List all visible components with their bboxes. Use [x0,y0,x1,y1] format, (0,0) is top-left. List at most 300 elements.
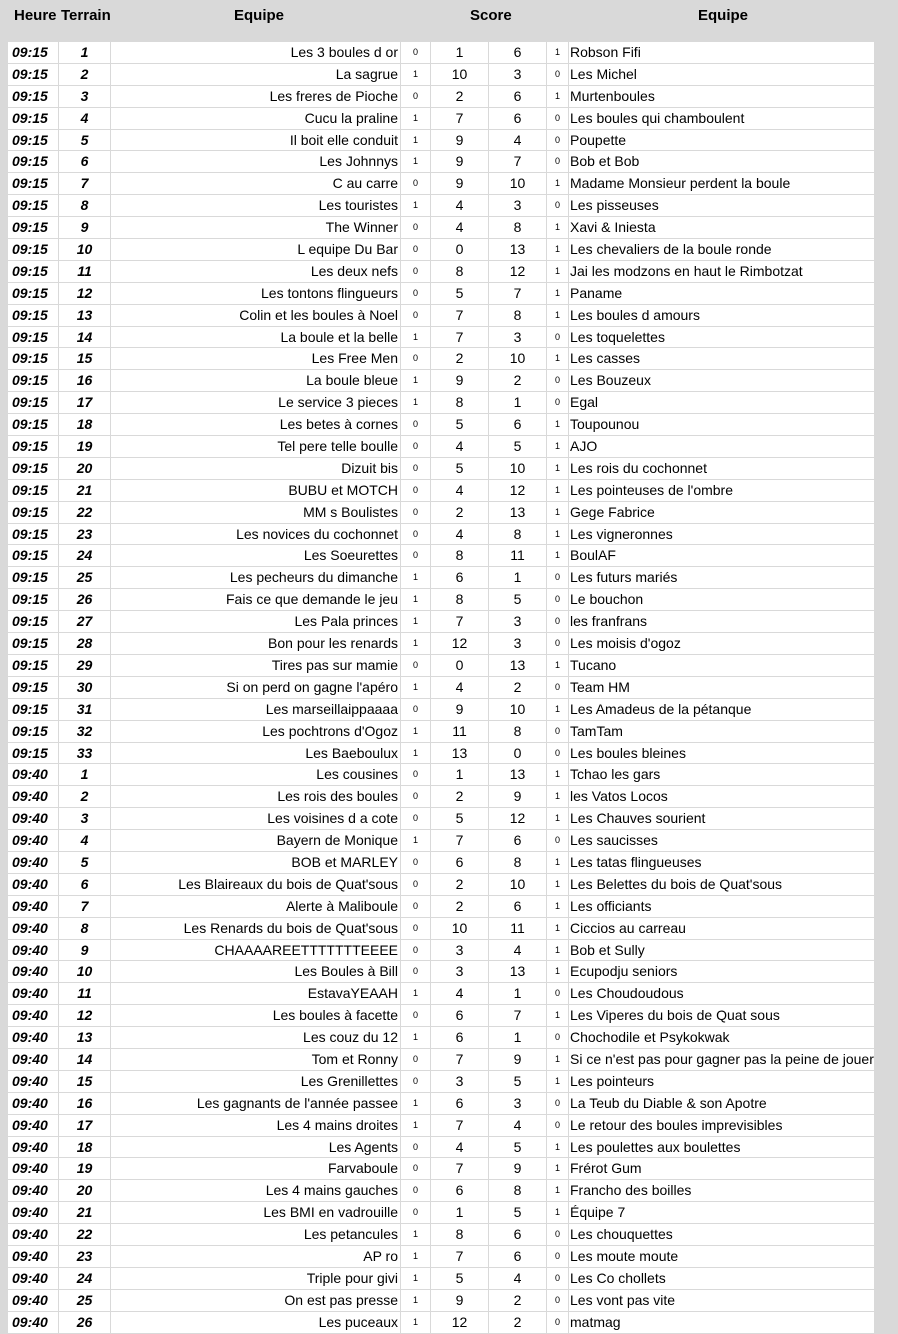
equipe-1-cell: C au carre [111,173,401,194]
equipe-1-cell: Farvaboule [111,1158,401,1179]
win-2-cell: 1 [547,1071,569,1092]
win-1-cell: 1 [401,1246,431,1267]
win-1-cell: 1 [401,983,431,1004]
score-1-cell: 9 [431,173,489,194]
equipe-2-cell: Les Bouzeux [570,372,651,389]
score-1-cell: 12 [431,1312,489,1333]
heure-cell: 09:15 [8,633,59,654]
win-2-cell: 1 [547,1005,569,1026]
equipe-2-cell: Les vigneronnes [570,525,673,542]
score-1-cell: 9 [431,1290,489,1311]
score-2-cell: 5 [489,1137,547,1158]
win-1-cell: 0 [401,348,431,369]
equipe-2-cell: Les pisseuses [570,197,659,214]
terrain-cell: 15 [59,348,111,369]
equipe-2-cell: Les casses [570,350,641,367]
heure-cell: 09:15 [8,589,59,610]
table-row [8,502,874,524]
win-1-cell: 1 [401,677,431,698]
win-1-cell: 1 [401,1312,431,1333]
score-2-cell: 2 [489,1312,547,1333]
win-2-cell: 0 [547,1290,569,1311]
score-1-cell: 5 [431,1268,489,1289]
table-row [8,1202,874,1224]
win-1-cell: 0 [401,458,431,479]
win-1-cell: 1 [401,830,431,851]
equipe-1-cell: Les boules à facette [111,1005,401,1026]
table-row [8,1115,874,1137]
score-2-cell: 11 [489,918,547,939]
terrain-cell: 29 [59,655,111,676]
equipe-1-cell: Les Renards du bois de Quat'sous [111,918,401,939]
equipe-1-cell: Les pochtrons d'Ogoz [111,721,401,742]
heure-cell: 09:15 [8,524,59,545]
equipe-2-cell: Murtenboules [570,87,655,104]
score-1-cell: 12 [431,633,489,654]
win-2-cell: 0 [547,327,569,348]
score-2-cell: 6 [489,1246,547,1267]
equipe-2-cell: Tchao les gars [570,766,661,783]
heure-cell: 09:15 [8,480,59,501]
equipe-2-cell: TamTam [570,722,623,739]
score-1-cell: 6 [431,1093,489,1114]
win-1-cell: 0 [401,173,431,194]
equipe-1-cell: Bon pour les renards [111,633,401,654]
equipe-2-cell: Poupette [570,131,627,148]
score-1-cell: 7 [431,108,489,129]
score-1-cell: 2 [431,786,489,807]
table-row [8,830,874,852]
score-1-cell: 7 [431,305,489,326]
equipe-1-cell: Triple pour givi [111,1268,401,1289]
equipe-1-cell: Les puceaux [111,1312,401,1333]
win-1-cell: 0 [401,1202,431,1223]
heure-cell: 09:40 [8,808,59,829]
heure-cell: 09:15 [8,348,59,369]
win-2-cell: 1 [547,961,569,982]
terrain-cell: 1 [59,764,111,785]
equipe-2-cell: Ciccios au carreau [570,919,686,936]
terrain-cell: 15 [59,1071,111,1092]
win-2-cell: 0 [547,151,569,172]
score-1-cell: 1 [431,42,489,63]
score-2-cell: 3 [489,195,547,216]
score-2-cell: 7 [489,283,547,304]
win-2-cell: 0 [547,1268,569,1289]
table-row [8,808,874,830]
equipe-1-cell: Les touristes [111,195,401,216]
terrain-cell: 9 [59,940,111,961]
equipe-1-cell: CHAAAAREETTTTTTTEEEE [111,940,401,961]
score-2-cell: 1 [489,567,547,588]
table-row [8,1093,874,1115]
score-2-cell: 8 [489,217,547,238]
win-1-cell: 1 [401,1224,431,1245]
score-1-cell: 4 [431,677,489,698]
heure-cell: 09:40 [8,1137,59,1158]
score-2-cell: 5 [489,1071,547,1092]
table-row [8,64,874,86]
equipe-2-cell: Frérot Gum [570,1160,642,1177]
table-row [8,874,874,896]
score-2-cell: 2 [489,370,547,391]
win-2-cell: 1 [547,502,569,523]
win-1-cell: 0 [401,1005,431,1026]
score-1-cell: 9 [431,699,489,720]
heure-cell: 09:40 [8,1093,59,1114]
win-1-cell: 1 [401,611,431,632]
terrain-cell: 10 [59,961,111,982]
table-row [8,524,874,546]
heure-cell: 09:15 [8,305,59,326]
equipe-1-cell: BUBU et MOTCH [111,480,401,501]
win-2-cell: 0 [547,1224,569,1245]
terrain-cell: 24 [59,1268,111,1289]
terrain-cell: 14 [59,1049,111,1070]
equipe-1-cell: Les pecheurs du dimanche [111,567,401,588]
win-2-cell: 1 [547,896,569,917]
win-1-cell: 1 [401,64,431,85]
table-row [8,480,874,502]
heure-cell: 09:15 [8,151,59,172]
terrain-cell: 7 [59,173,111,194]
win-2-cell: 1 [547,283,569,304]
equipe-2-cell: Toupounou [570,416,640,433]
win-1-cell: 1 [401,1093,431,1114]
score-2-cell: 3 [489,327,547,348]
table-row [8,743,874,765]
win-1-cell: 1 [401,743,431,764]
heure-cell: 09:15 [8,217,59,238]
win-1-cell: 1 [401,1290,431,1311]
score-1-cell: 8 [431,545,489,566]
terrain-cell: 2 [59,786,111,807]
table-row [8,305,874,327]
equipe-1-cell: Les gagnants de l'année passee [111,1093,401,1114]
win-2-cell: 1 [547,545,569,566]
win-1-cell: 0 [401,1180,431,1201]
heure-cell: 09:15 [8,86,59,107]
table-row [8,458,874,480]
equipe-2-cell: Team HM [570,678,630,695]
terrain-cell: 21 [59,1202,111,1223]
table-row [8,633,874,655]
equipe-1-cell: Les petancules [111,1224,401,1245]
score-1-cell: 6 [431,852,489,873]
equipe-2-cell: Paname [570,284,623,301]
win-2-cell: 1 [547,217,569,238]
equipe-1-cell: Tires pas sur mamie [111,655,401,676]
table-row [8,370,874,392]
win-2-cell: 1 [547,808,569,829]
score-1-cell: 4 [431,1137,489,1158]
win-1-cell: 0 [401,852,431,873]
equipe-1-cell: Dizuit bis [111,458,401,479]
table-row [8,1224,874,1246]
terrain-cell: 9 [59,217,111,238]
heure-cell: 09:40 [8,874,59,895]
equipe-1-cell: Les freres de Pioche [111,86,401,107]
score-1-cell: 1 [431,1202,489,1223]
heure-cell: 09:40 [8,1005,59,1026]
terrain-cell: 8 [59,918,111,939]
win-1-cell: 1 [401,589,431,610]
score-2-cell: 9 [489,1049,547,1070]
win-1-cell: 0 [401,874,431,895]
heure-cell: 09:15 [8,327,59,348]
equipe-2-cell: Egal [570,394,599,411]
win-1-cell: 0 [401,764,431,785]
heure-cell: 09:40 [8,1290,59,1311]
score-1-cell: 2 [431,896,489,917]
terrain-cell: 20 [59,458,111,479]
table-row [8,42,874,64]
score-1-cell: 5 [431,808,489,829]
terrain-cell: 5 [59,852,111,873]
table-row [8,283,874,305]
win-1-cell: 1 [401,108,431,129]
win-2-cell: 1 [547,874,569,895]
table-row [8,918,874,940]
equipe-2-cell: Les Belettes du bois de Quat'sous [570,875,783,892]
score-1-cell: 8 [431,261,489,282]
win-2-cell: 1 [547,1180,569,1201]
equipe-1-cell: Si on perd on gagne l'apéro [111,677,401,698]
heure-cell: 09:40 [8,1115,59,1136]
score-1-cell: 10 [431,64,489,85]
win-1-cell: 0 [401,699,431,720]
heure-cell: 09:15 [8,42,59,63]
score-1-cell: 0 [431,239,489,260]
win-2-cell: 1 [547,305,569,326]
equipe-2-cell: Robson Fifi [570,44,641,60]
table-row [8,1005,874,1027]
equipe-1-cell: Les 4 mains droites [111,1115,401,1136]
terrain-cell: 12 [59,1005,111,1026]
equipe-2-cell: Les toquelettes [570,328,665,345]
equipe-2-cell: Les Co chollets [570,1269,666,1286]
terrain-cell: 6 [59,874,111,895]
score-2-cell: 3 [489,64,547,85]
equipe-1-cell: Alerte à Maliboule [111,896,401,917]
win-2-cell: 1 [547,786,569,807]
table-row [8,86,874,108]
table-row [8,239,874,261]
equipe-2-cell: Madame Monsieur perdent la boule [570,175,791,192]
score-2-cell: 9 [489,1158,547,1179]
win-1-cell: 0 [401,808,431,829]
table-row [8,677,874,699]
score-1-cell: 8 [431,392,489,413]
terrain-cell: 13 [59,305,111,326]
win-1-cell: 0 [401,524,431,545]
score-2-cell: 6 [489,830,547,851]
heure-cell: 09:15 [8,108,59,129]
header-equipe-2: Equipe [698,7,749,24]
score-2-cell: 6 [489,414,547,435]
heure-cell: 09:40 [8,1071,59,1092]
table-row [8,961,874,983]
equipe-2-cell: Bob et Bob [570,153,640,170]
win-1-cell: 1 [401,130,431,151]
equipe-2-cell: Les moisis d'ogoz [570,635,681,652]
equipe-2-cell: Xavi & Iniesta [570,219,656,236]
score-2-cell: 4 [489,130,547,151]
score-1-cell: 13 [431,743,489,764]
terrain-cell: 5 [59,130,111,151]
score-1-cell: 6 [431,1027,489,1048]
score-2-cell: 10 [489,458,547,479]
terrain-cell: 18 [59,414,111,435]
heure-cell: 09:15 [8,239,59,260]
terrain-cell: 17 [59,392,111,413]
score-1-cell: 7 [431,830,489,851]
terrain-cell: 7 [59,896,111,917]
score-2-cell: 1 [489,392,547,413]
win-1-cell: 1 [401,151,431,172]
header-terrain: Terrain [61,7,111,24]
win-2-cell: 0 [547,108,569,129]
win-2-cell: 0 [547,1027,569,1048]
equipe-2-cell: Jai les modzons en haut le Rimbotzat [570,262,803,279]
equipe-1-cell: The Winner [111,217,401,238]
score-1-cell: 2 [431,86,489,107]
table-row [8,699,874,721]
equipe-1-cell: Les Boules à Bill [111,961,401,982]
score-2-cell: 8 [489,721,547,742]
equipe-2-cell: Les pointeuses de l'ombre [570,481,733,498]
equipe-1-cell: Il boit elle conduit [111,130,401,151]
score-2-cell: 12 [489,480,547,501]
score-1-cell: 7 [431,327,489,348]
equipe-2-cell: AJO [570,438,598,455]
equipe-2-cell: Les saucisses [570,832,658,849]
score-1-cell: 7 [431,1115,489,1136]
heure-cell: 09:15 [8,195,59,216]
terrain-cell: 26 [59,589,111,610]
table-row [8,217,874,239]
win-1-cell: 0 [401,283,431,304]
win-1-cell: 0 [401,896,431,917]
equipe-1-cell: Les voisines d a cote [111,808,401,829]
equipe-2-cell: Les chevaliers de la boule ronde [570,241,772,258]
score-2-cell: 13 [489,961,547,982]
equipe-1-cell: Les deux nefs [111,261,401,282]
win-2-cell: 1 [547,42,569,63]
heure-cell: 09:40 [8,764,59,785]
score-2-cell: 13 [489,655,547,676]
win-2-cell: 0 [547,1093,569,1114]
score-1-cell: 5 [431,458,489,479]
table-row [8,786,874,808]
score-1-cell: 9 [431,130,489,151]
equipe-1-cell: Les Blaireaux du bois de Quat'sous [111,874,401,895]
win-2-cell: 1 [547,414,569,435]
table-row [8,392,874,414]
equipe-1-cell: BOB et MARLEY [111,852,401,873]
terrain-cell: 14 [59,327,111,348]
equipe-2-cell: La Teub du Diable & son Apotre [570,1094,767,1111]
win-1-cell: 0 [401,239,431,260]
heure-cell: 09:40 [8,1180,59,1201]
heure-cell: 09:15 [8,567,59,588]
heure-cell: 09:15 [8,699,59,720]
equipe-1-cell: Le service 3 pieces [111,392,401,413]
score-1-cell: 7 [431,1246,489,1267]
win-1-cell: 0 [401,1049,431,1070]
score-2-cell: 4 [489,940,547,961]
equipe-2-cell: Les boules bleines [570,744,686,761]
equipe-2-cell: Tucano [570,656,617,673]
win-1-cell: 0 [401,1137,431,1158]
equipe-2-cell: Chochodile et Psykokwak [570,1029,730,1046]
win-2-cell: 0 [547,64,569,85]
win-2-cell: 1 [547,1202,569,1223]
table-row [8,721,874,743]
win-1-cell: 0 [401,42,431,63]
terrain-cell: 18 [59,1137,111,1158]
score-2-cell: 6 [489,42,547,63]
heure-cell: 09:15 [8,677,59,698]
score-1-cell: 3 [431,940,489,961]
equipe-2-cell: Les chouquettes [570,1226,673,1243]
win-2-cell: 1 [547,655,569,676]
equipe-2-cell: Les boules d amours [570,306,700,323]
heure-cell: 09:15 [8,414,59,435]
score-2-cell: 5 [489,436,547,457]
win-2-cell: 0 [547,370,569,391]
terrain-cell: 22 [59,1224,111,1245]
terrain-cell: 16 [59,370,111,391]
equipe-2-cell: Les poulettes aux boulettes [570,1138,741,1155]
table-row [8,1049,874,1071]
equipe-2-cell: Les officiants [570,897,652,914]
table-row [8,414,874,436]
score-2-cell: 8 [489,524,547,545]
score-2-cell: 7 [489,1005,547,1026]
win-2-cell: 0 [547,983,569,1004]
table-row [8,151,874,173]
equipe-2-cell: Les boules qui chamboulent [570,109,745,126]
win-1-cell: 1 [401,370,431,391]
terrain-cell: 6 [59,151,111,172]
win-1-cell: 0 [401,502,431,523]
win-2-cell: 1 [547,173,569,194]
terrain-cell: 2 [59,64,111,85]
win-2-cell: 1 [547,436,569,457]
win-1-cell: 1 [401,1027,431,1048]
equipe-2-cell: les Vatos Locos [570,788,668,805]
terrain-cell: 27 [59,611,111,632]
win-2-cell: 1 [547,86,569,107]
score-2-cell: 6 [489,896,547,917]
score-1-cell: 8 [431,1224,489,1245]
terrain-cell: 8 [59,195,111,216]
equipe-2-cell: Les Choudoudous [570,985,684,1002]
win-1-cell: 1 [401,392,431,413]
score-1-cell: 4 [431,983,489,1004]
heure-cell: 09:15 [8,392,59,413]
heure-cell: 09:40 [8,1027,59,1048]
heure-cell: 09:15 [8,130,59,151]
win-2-cell: 1 [547,852,569,873]
terrain-cell: 3 [59,86,111,107]
terrain-cell: 10 [59,239,111,260]
table-row [8,852,874,874]
table-header [0,0,898,42]
win-2-cell: 1 [547,480,569,501]
win-1-cell: 0 [401,305,431,326]
